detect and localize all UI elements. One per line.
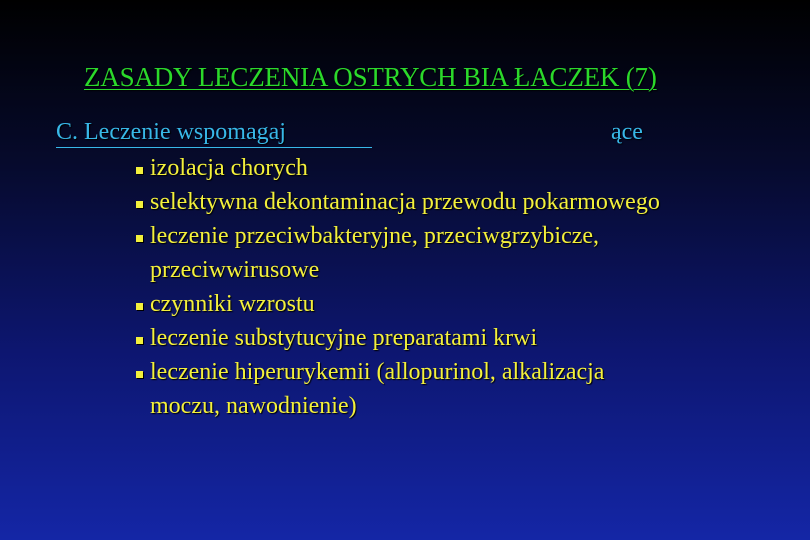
bullet-item-antimicrobial <box>134 219 794 287</box>
square-bullet-icon <box>136 201 143 208</box>
bullet-item-growth-factors <box>134 287 794 321</box>
bullet-text: leczenie substytucyjne preparatami krwi <box>150 325 538 351</box>
bullet-item-decontamination <box>134 185 794 219</box>
bullet-text: leczenie hiperurykemii (allopurinol, alkalizacja <box>150 359 605 385</box>
bullet-item-isolation <box>134 151 794 185</box>
section-heading: C. Leczenie wspomagaj <box>56 118 372 148</box>
bullet-text-continuation: moczu, nawodnienie) <box>150 393 357 419</box>
section-heading-suffix: ące <box>611 119 643 145</box>
square-bullet-icon <box>136 235 143 242</box>
bullet-list <box>134 151 794 423</box>
bullet-text: izolacja chorych <box>150 155 308 181</box>
bullet-text: czynniki wzrostu <box>150 291 315 317</box>
square-bullet-icon <box>136 167 143 174</box>
bullet-item-hyperuricemia <box>134 355 794 423</box>
square-bullet-icon <box>136 303 143 310</box>
bullet-text: leczenie przeciwbakteryjne, przeciwgrzybicze, <box>150 223 600 249</box>
slide-title: ZASADY LECZENIA OSTRYCH BIA ŁACZEK (7) <box>84 62 657 92</box>
square-bullet-icon <box>136 371 143 378</box>
bullet-text: selektywna dekontaminacja przewodu pokarmowego <box>150 189 660 215</box>
bullet-item-blood-products <box>134 321 794 355</box>
bullet-text-continuation: przeciwwirusowe <box>150 257 320 283</box>
square-bullet-icon <box>136 337 143 344</box>
